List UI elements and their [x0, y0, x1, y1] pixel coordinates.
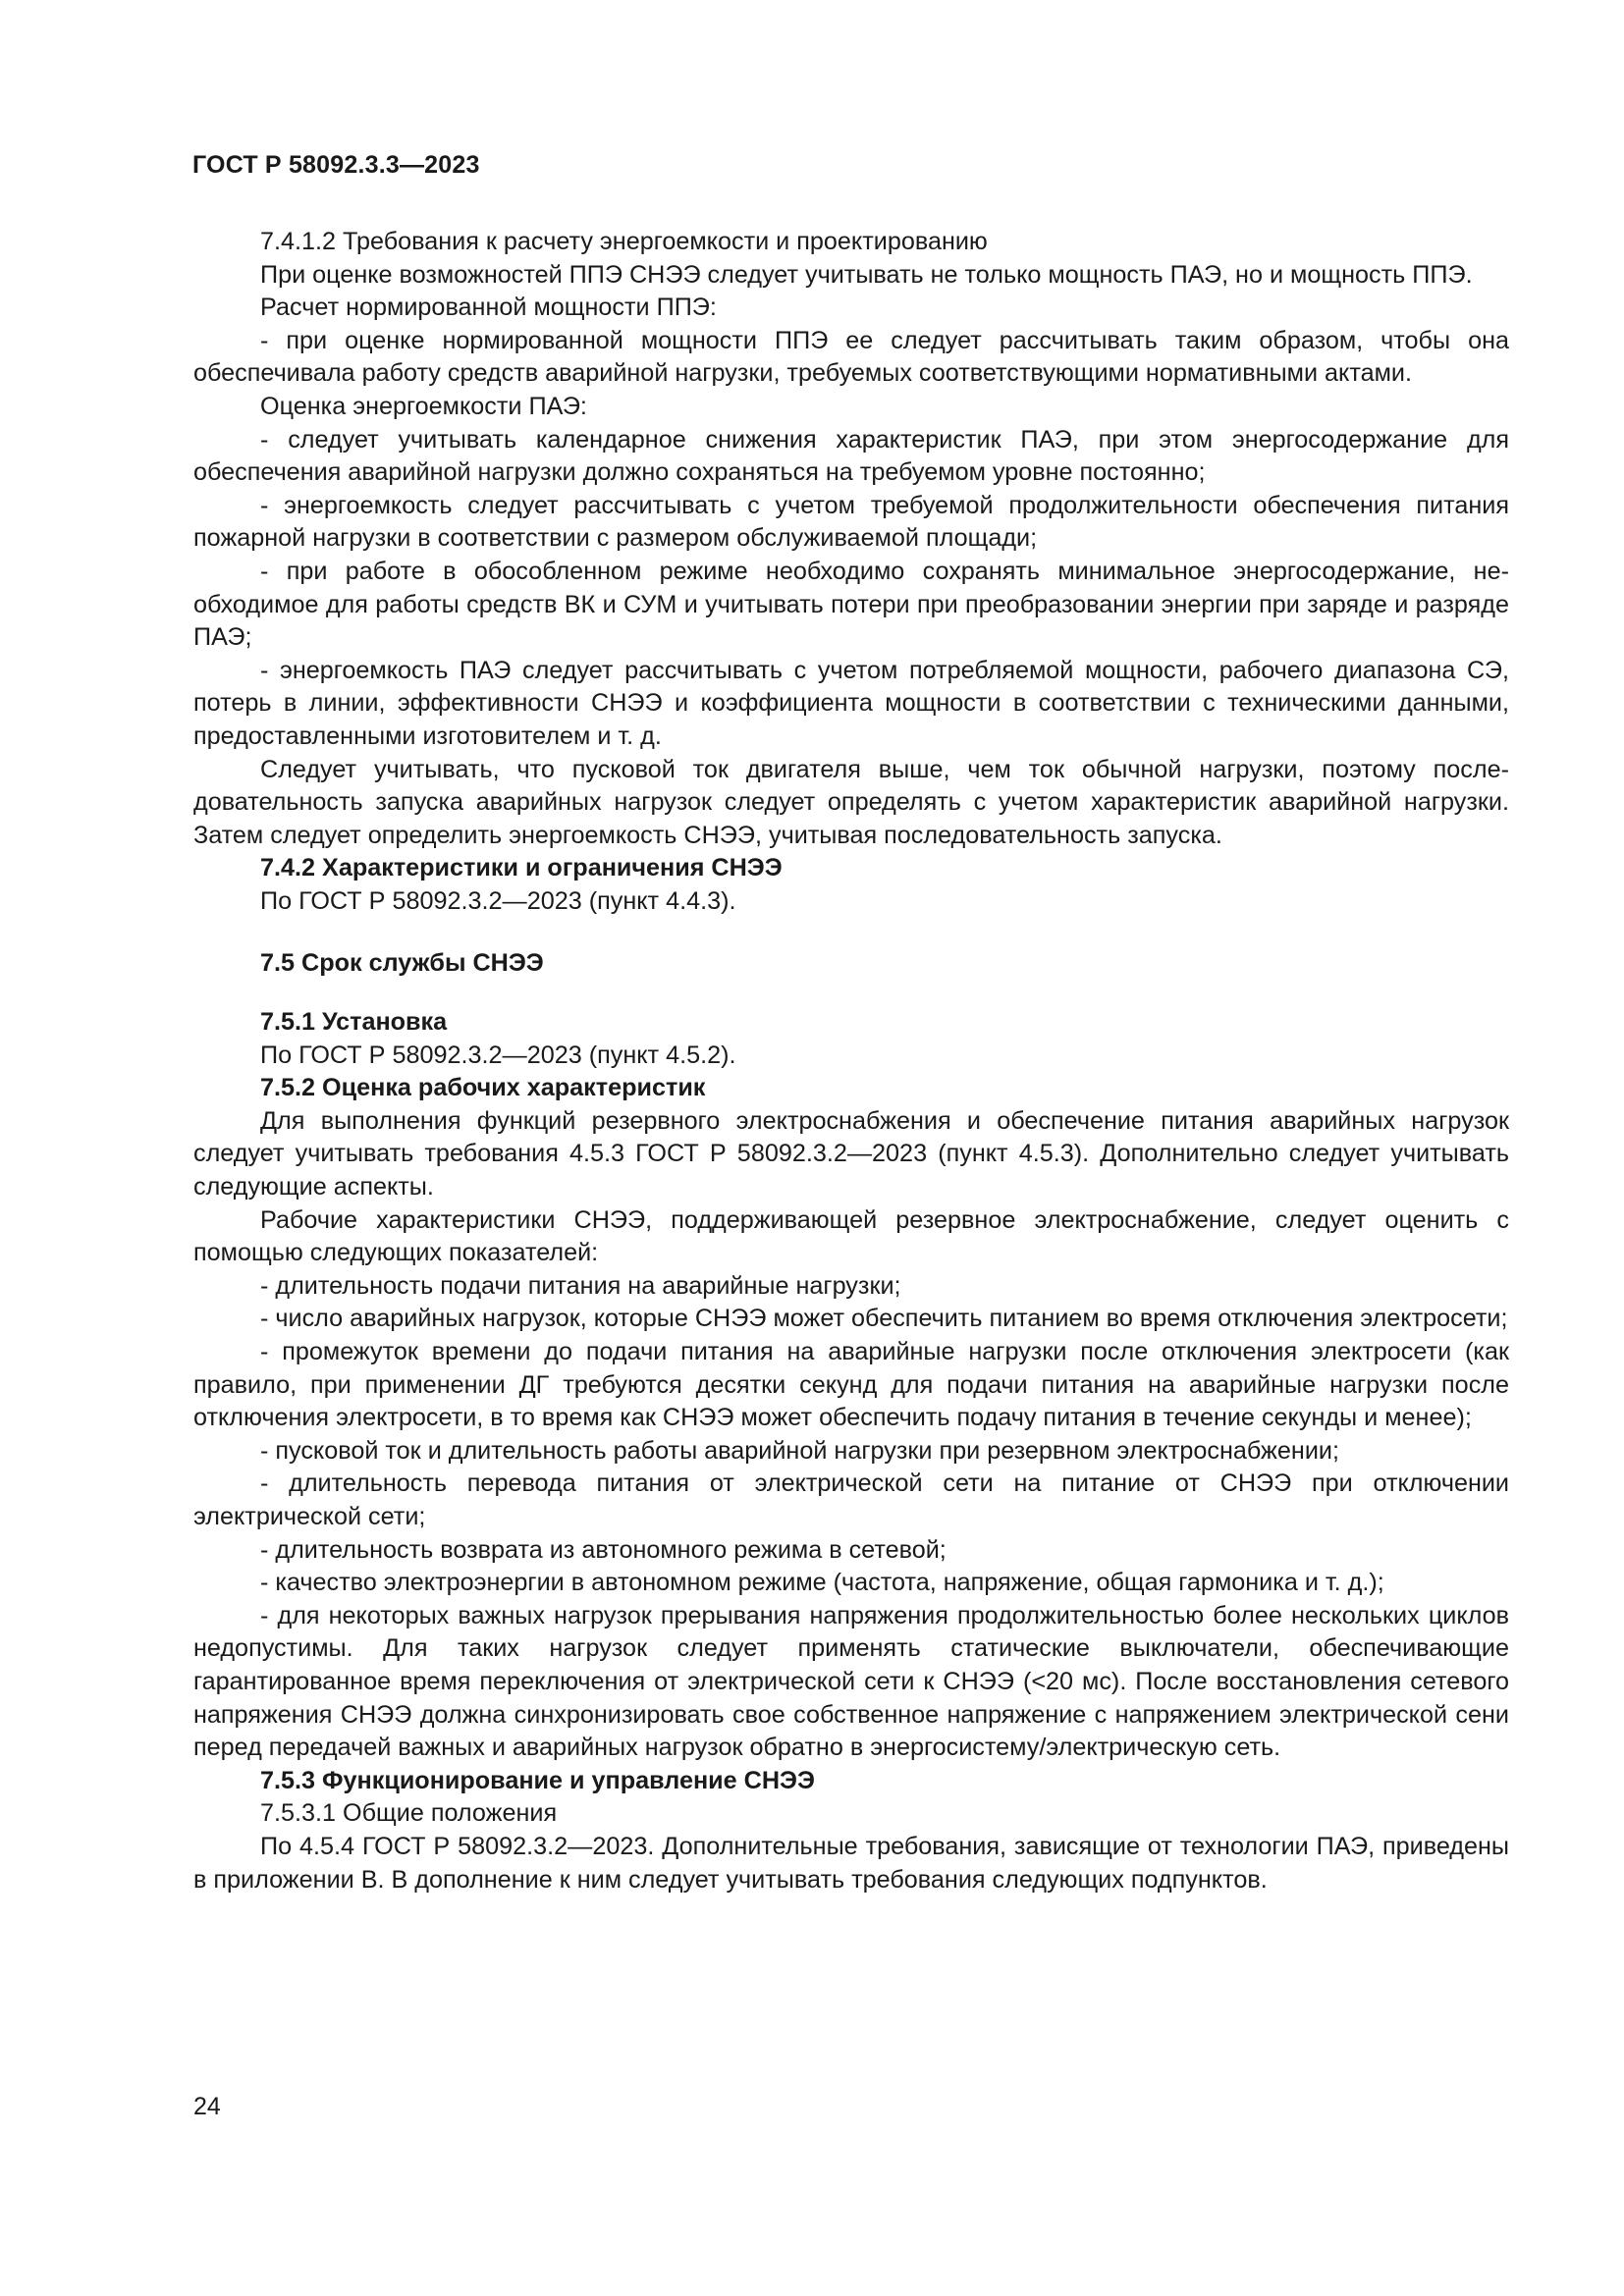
list-item: - пусковой ток и длительность работы аварийной нагрузки при резервном электроснабжении; [260, 1436, 1339, 1465]
list-item: - следует учитывать календарное снижения характеристик ПАЭ, при этом энергосодержание для обеспечения аварийной нагрузки должно сохраняться на требуемом уровне постоянно; [193, 425, 1509, 487]
paragraph: По ГОСТ Р 58092.3.2—2023 (пункт 4.4.3). [260, 886, 736, 915]
page-number: 24 [193, 2093, 221, 2120]
list-item: - качество электроэнергии в автономном режиме (частота, напряжение, общая гармоника и т. д.); [260, 1569, 1384, 1597]
list-item: - энергоемкость следует рассчитывать с учетом требуемой продолжительности обеспечения питания пожарной нагрузки в соответствии с размером обслуживаемой площади; [193, 491, 1509, 553]
subclause-heading-7-4-1-2: 7.4.1.2 Требования к расчету энергоемкости и проектированию [260, 228, 988, 255]
clause-heading-7-4-2: 7.4.2 Характеристики и ограничения СНЭЭ [260, 854, 783, 882]
paragraph: Для выполнения функций резервного электроснабжения и обеспечение питания аварийных нагрузок следует учитывать требования 4.5.3 ГОСТ Р 58092.3.2—2023 (пункт 4.5.3). Дополнительно следует учитывать следующие аспекты. [193, 1106, 1509, 1201]
paragraph: Рабочие характеристики СНЭЭ, поддерживающей резервное электроснабжение, следует оценить с помощью следующих показателей: [193, 1205, 1509, 1267]
paragraph: Следует учитывать, что пусковой ток двигателя выше, чем ток обычной нагрузки, поэтому последовательность запуска аварийных нагрузок следует определять с учетом характеристик аварийной нагрузки. Затем следует определить энергоемкость СНЭЭ, учитывая последовательность запуска. [193, 755, 1509, 849]
section-heading-7-5: 7.5 Срок службы СНЭЭ [260, 949, 544, 978]
list-item: - длительность возврата из автономного режима в сетевой; [260, 1535, 947, 1564]
document-body [193, 226, 1509, 1896]
paragraph: По ГОСТ Р 58092.3.2—2023 (пункт 4.5.2). [260, 1041, 736, 1069]
list-item: - число аварийных нагрузок, которые СНЭЭ может обеспечить питанием во время отключения электросети; [260, 1305, 1508, 1333]
list-item: - энергоемкость ПАЭ следует рассчитывать с учетом потребляемой мощности, рабочего диапазона СЭ, потерь в линии, эффективности СНЭЭ и коэффициента мощности в соответствии с техническими данными, предоставленными изготовителем и т. д. [193, 656, 1509, 750]
paragraph: При оценке возможностей ППЭ СНЭЭ следует учитывать не только мощность ПАЭ, но и мощность ППЭ. [260, 260, 1473, 289]
subclause-heading-7-5-3-1: 7.5.3.1 Общие положения [260, 1799, 558, 1828]
list-item: - при работе в обособленном режиме необходимо сохранять минимальное энергосодержание, необходимое для работы средств ВК и СУМ и учитывать потери при преобразовании энергии при заряде и разряде ПАЭ; [193, 557, 1509, 652]
list-item: - при оценке нормированной мощности ППЭ ее следует рассчитывать таким образом, чтобы она обеспечивала работу средств аварийной нагрузки, требуемых соответствующими нормативными актами. [193, 326, 1509, 388]
list-item: - для некоторых важных нагрузок прерывания напряжения продолжительностью более нескольких циклов недопустимы. Для таких нагрузок следует применять статические выключатели, обеспечивающие гарантированное время переключения от электрической сети к СНЭЭ (<20 мс). После восстановления сетевого напряжения СНЭЭ должна синхронизировать свое собственное напряжение с напряжением электрической сени перед передачей важных и аварийных нагрузок обратно в энергосистему/электрическую сеть. [193, 1601, 1509, 1762]
paragraph: По 4.5.4 ГОСТ Р 58092.3.2—2023. Дополнительные требования, зависящие от технологии ПАЭ, приведены в приложении В. В дополнение к ним следует учитывать требования следующих подпунктов. [193, 1832, 1509, 1894]
paragraph: Оценка энергоемкости ПАЭ: [260, 392, 587, 420]
list-item: - промежуток времени до подачи питания на аварийные нагрузки после отключения электросети (как правило, при применении ДГ требуются десятки секунд для подачи питания на аварийные нагрузки после отключения электросети, в то время как СНЭЭ может обеспечить подачу питания в течение секунды и менее); [193, 1338, 1509, 1432]
clause-heading-7-5-2: 7.5.2 Оценка рабочих характеристик [260, 1074, 706, 1102]
document-header: ГОСТ Р 58092.3.3—2023 [192, 151, 480, 179]
clause-heading-7-5-1: 7.5.1 Установка [260, 1008, 448, 1037]
list-item: - длительность подачи питания на аварийные нагрузки; [260, 1271, 901, 1300]
list-item: - длительность перевода питания от электрической сети на питание от СНЭЭ при отключении электрической сети; [193, 1469, 1509, 1530]
paragraph: Расчет нормированной мощности ППЭ: [260, 294, 717, 322]
clause-heading-7-5-3: 7.5.3 Функционирование и управление СНЭЭ [260, 1766, 815, 1794]
